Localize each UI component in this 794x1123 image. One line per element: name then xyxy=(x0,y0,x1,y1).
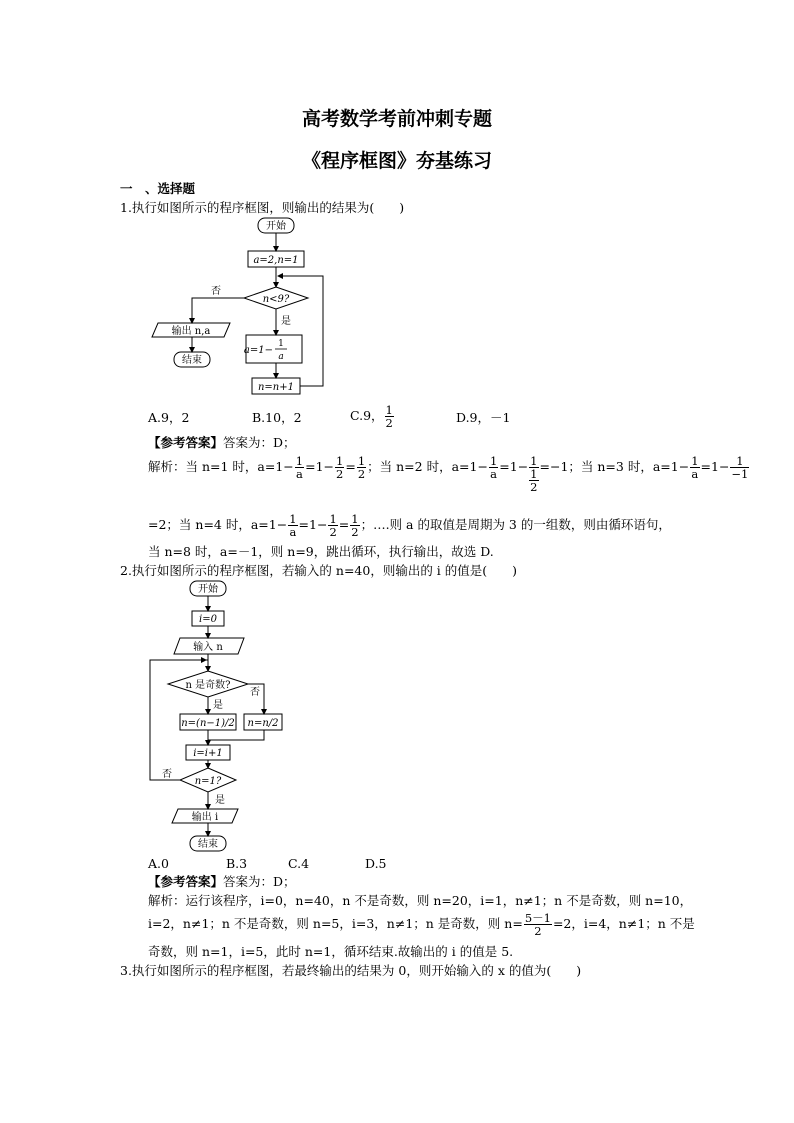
q2-flow-no2-label: 否 xyxy=(162,769,172,780)
q2-flow-input: 输入 n xyxy=(193,642,223,653)
q1-flow-init: a=2,n=1 xyxy=(253,255,299,266)
q1-flow-no-label: 否 xyxy=(211,286,221,297)
q2-flow-init: i=0 xyxy=(199,614,217,625)
q1-option-b: B.10，2 xyxy=(252,410,302,425)
q1-flowchart xyxy=(140,214,340,399)
q2-stem: 2.执行如图所示的程序框图，若输入的 n=40，则输出的 i 的值是( ) xyxy=(120,563,518,578)
q2-answer: 【参考答案】答案为：D； xyxy=(148,874,296,889)
q1-flow-output: 输出 n,a xyxy=(171,326,211,337)
q3-stem: 3.执行如图所示的程序框图，若最终输出的结果为 0，则开始输入的 x 的值为( ) xyxy=(120,963,582,978)
q1-flow-start: 开始 xyxy=(266,221,286,232)
doc-title: 高考数学考前冲刺专题 xyxy=(301,108,492,130)
q1-stem: 1.执行如图所示的程序框图，则输出的结果为( ) xyxy=(120,200,405,215)
q1-flow-yes-label: 是 xyxy=(281,316,291,327)
q1-option-d: D.9，－1 xyxy=(456,410,511,425)
q2-option-b: B.3 xyxy=(226,856,248,871)
q1-flow-condition: n<9? xyxy=(262,294,290,305)
q2-flow-yes1-label: 是 xyxy=(213,700,223,711)
q2-option-c: C.4 xyxy=(288,856,310,871)
q1-flow-increment: n=n+1 xyxy=(257,382,295,393)
q1-flow-assign-den: a xyxy=(278,352,284,362)
q1-flow-end: 结束 xyxy=(182,355,202,366)
q2-flow-output: 输出 i xyxy=(191,812,219,823)
q1-explanation-line3: 当 n=8 时，a=－1，则 n=9，跳出循环，执行输出，故选 D. xyxy=(148,544,494,559)
q1-option-c: C.9， $\frac{1}{2}$ xyxy=(350,403,393,430)
q2-option-d: D.5 xyxy=(365,856,387,871)
q2-flow-condition1: n 是奇数? xyxy=(185,680,231,691)
q1-flow-assign: a=1− xyxy=(243,345,273,356)
q1-explanation-line1: 解析：当 n=1 时，a=1− $\frac{1}{a}$ =1− $\frac{1}{2}$ = $\frac{1}{2}$ ；当 n=2 时，a=1− $\frac{1}{a}$ =1− 1 1 2 =−1；当 n=3 时，a=1− $\frac{1}{a}$ =1− $\frac{1}{-1}$ xyxy=(148,454,749,494)
q2-flow-no1-label: 否 xyxy=(250,687,260,698)
q2-explanation-line1: 解析：运行该程序，i=0，n=40，n 不是奇数，则 n=20，i=1，n≠1；n 不是奇数，则 n=10， xyxy=(148,893,693,908)
q2-flow-yes2-label: 是 xyxy=(215,795,225,806)
section-heading: 一 、选择题 xyxy=(120,181,196,196)
q1-flow-assign-num: 1 xyxy=(278,339,284,349)
doc-subtitle: 《程序框图》夯基练习 xyxy=(301,150,492,172)
q2-explanation-line2: i=2，n≠1；n 不是奇数，则 n=5，i=3，n≠1；n 是奇数，则 n= $\frac{5-1}{2}$ =2，i=4，n≠1；n 不是 xyxy=(148,911,695,938)
q2-flowchart xyxy=(140,578,310,853)
q2-flow-even-step: n=n/2 xyxy=(247,718,279,729)
q1-option-a: A.9，2 xyxy=(148,410,190,425)
q2-explanation-line3: 奇数，则 n=1，i=5，此时 n=1，循环结束.故输出的 i 的值是 5. xyxy=(148,944,514,959)
q2-option-a: A.0 xyxy=(148,856,169,871)
q2-flow-increment: i=i+1 xyxy=(193,748,223,759)
q2-flow-end: 结束 xyxy=(198,839,218,850)
q2-flow-condition2: n=1? xyxy=(194,776,222,787)
q2-flow-odd-step: n=(n−1)/2 xyxy=(181,718,235,729)
q2-flow-start: 开始 xyxy=(198,584,218,595)
q1-answer: 【参考答案】答案为：D； xyxy=(148,435,296,450)
q1-explanation-line2: =2；当 n=4 时，a=1− $\frac{1}{a}$ =1− $\frac{1}{2}$ = $\frac{1}{2}$ ；….则 a 的取值是周期为 3 的一组数，则由循环语句， xyxy=(148,512,671,539)
